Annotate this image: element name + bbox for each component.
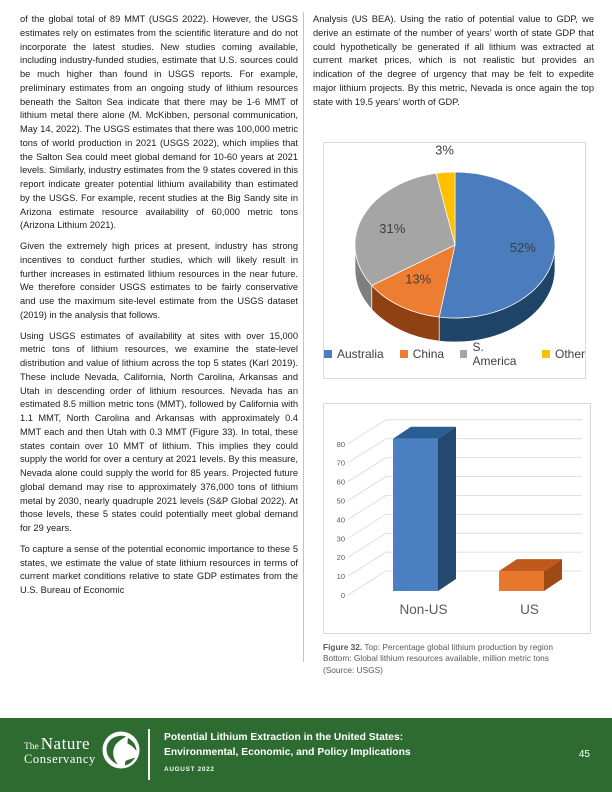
legend-item <box>400 340 444 368</box>
paragraph: To capture a sense of the potential economic importance to these 5 states, we estimate the value of state lithium resources in terms of current market conditions relative to state GDP estimates from the U.S. Bureau of Economic <box>20 543 298 595</box>
footer-divider <box>148 729 150 780</box>
category-label: US <box>520 602 539 617</box>
legend-label: S. America <box>472 340 517 368</box>
paragraph: Using USGS estimates of availability at sites with over 15,000 metric tons of lithium resources, we examine the state-level distribution and value of lithium across the top 5 states (Karl 2019). These include Nevada, California, North Carolina, Arkansas and Utah in descending order of lithium resources. Nevada has an estimated 8.5 million metric tons (MMT), followed by California with 1.1 MMT, North Carolina and Arkansas with approximately 0.4 MMT each and then Utah with 0.3 MMT (Figure 33). In total, these states contain over 10 MMT of lithium. This implies they could supply the world for over a century at 2021 levels. By this measure, Nevada alone could supply the world for 85 years. Projected future global demand may rise to approximately 376,000 tons of lithium metal by 2030, nearly quadruple 2021 levels (S&P Global 2022). At those levels, these 5 states could potentially meet global demand for 29 years. <box>20 330 298 533</box>
y-tick-label: 80 <box>336 439 345 449</box>
y-tick-label: 30 <box>336 534 345 544</box>
pie-chart-svg <box>324 145 585 345</box>
column-divider <box>303 12 304 662</box>
logo-text <box>24 735 96 766</box>
legend-swatch <box>400 350 408 358</box>
globe-icon <box>101 730 141 770</box>
y-tick-label: 10 <box>336 572 345 582</box>
footer-bar <box>0 718 612 792</box>
paragraph: Given the extremely high prices at present, industry has strong incentives to conduct further studies, which will likely result in further increases in estimated lithium resources in the near future. We therefore consider USGS estimates to be fairly conservative and use the maximum site-level estimate from the USGS dataset (2019) in the analysis that follows. <box>20 241 298 320</box>
footer-titles <box>164 731 411 773</box>
legend-label: Other <box>554 347 585 361</box>
pie-data-label: 13% <box>405 271 432 287</box>
logo-word-conservancy: Conservancy <box>24 752 96 766</box>
bar-chart-figure <box>323 403 591 634</box>
pie-legend <box>324 340 585 368</box>
legend-swatch <box>542 350 550 358</box>
bar-chart-svg <box>324 404 590 633</box>
bar-side-non-us <box>438 427 456 591</box>
y-tick-label: 40 <box>336 515 345 525</box>
bar-us <box>499 571 544 591</box>
legend-item <box>324 340 384 368</box>
pie-data-label: 52% <box>509 240 536 256</box>
page-number: 45 <box>578 749 590 760</box>
bar-non-us <box>393 439 438 591</box>
y-tick-label: 70 <box>336 458 345 468</box>
legend-item <box>542 340 585 368</box>
y-tick-label: 20 <box>336 553 345 563</box>
bar-chart <box>324 404 590 633</box>
nature-conservancy-logo <box>24 730 141 770</box>
logo-word-nature: Nature <box>40 733 91 753</box>
figure-caption-line1 <box>323 642 591 653</box>
paragraph: of the global total of 89 MMT (USGS 2022). However, the USGS estimates rely on estimates from the scientific literature and do not incorporate the latest studies. New studies coming available, including industry-funded studies, estimate that U.S. sources could be much higher than found in USGS reports. For example, preliminary estimates from an ongoing study of lithium resources beneath the Salton Sea indicate that there may be 1-6 MMT of lithium metal there alone (M. McKibben, personal communication, May 14, 2022). The USGS estimates that there was 100,000 metric tons of world production in 2021 (USGS 2022), which implies that the Salton Sea could meet global demand for 10-60 years at 2021 levels. Similarly, industry estimates from the 9 states covered in this report indicate greater potential lithium availability than estimated by the USGS. For example, recent studies at the Big Sandy site in Arizona estimate resource availability of 60,000 metric tons (Arizona Lithium 2021). <box>20 14 298 231</box>
report-title-line2: Environmental, Economic, and Policy Implications <box>164 746 411 758</box>
right-text-column: Analysis (US BEA). Using the ratio of potential value to GDP, we derive an estimate of the number of years’ worth of state GDP that could hypothetically be generated if all lithium was extracted at current market prices, which is not realistic but provides an indication of the degree of urgency that may be felt to expedite major lithium projects. By this metric, Nevada is once again the top state with 19.5 years’ worth of GDP. <box>313 14 594 107</box>
pie-data-label: 3% <box>435 145 454 158</box>
figure-caption-text: Top: Percentage global lithium production by region <box>362 642 553 652</box>
legend-item <box>460 340 526 368</box>
report-date: AUGUST 2022 <box>164 765 215 773</box>
legend-label: Australia <box>337 347 384 361</box>
pie-chart-figure <box>323 142 586 379</box>
pie-chart <box>324 145 585 345</box>
legend-swatch <box>324 350 332 358</box>
legend-label: China <box>412 347 445 361</box>
y-tick-label: 0 <box>340 591 345 600</box>
y-tick-label: 50 <box>336 496 345 506</box>
y-tick-label: 60 <box>336 477 345 487</box>
pie-data-label: 31% <box>379 221 406 237</box>
logo-word-the: The <box>24 741 39 752</box>
report-title-line1: Potential Lithium Extraction in the United States: <box>164 732 404 743</box>
figure-caption-label: Figure 32. <box>323 642 363 652</box>
left-text-column <box>20 13 298 605</box>
figure-caption-line2: Bottom: Global lithium resources available, million metric tons <box>323 653 549 664</box>
figure-caption <box>323 642 591 676</box>
legend-swatch <box>460 350 467 358</box>
category-label: Non-US <box>399 602 448 617</box>
figure-caption-line3: (Source: USGS) <box>323 664 383 675</box>
